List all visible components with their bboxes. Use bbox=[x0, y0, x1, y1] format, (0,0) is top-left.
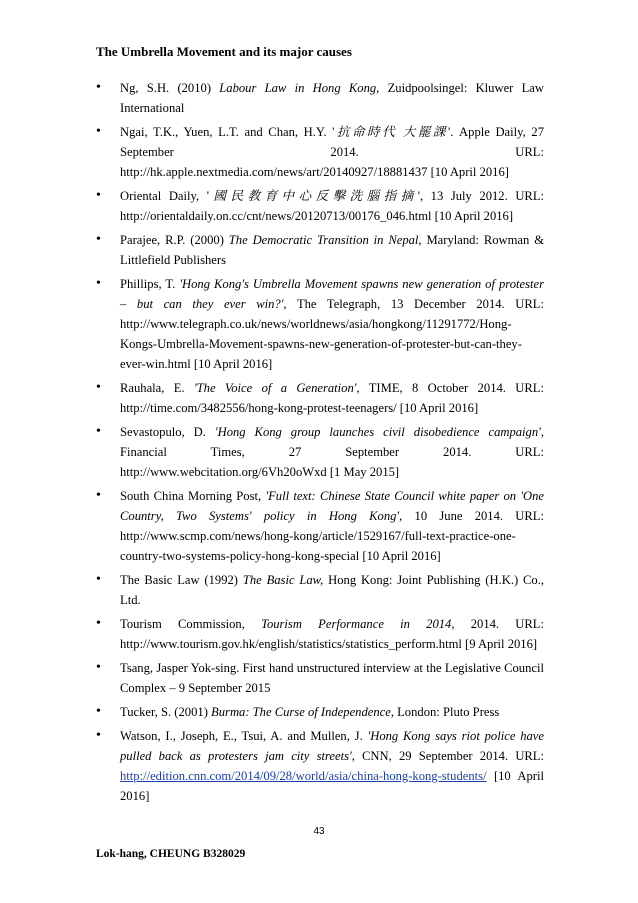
reference-item: • Watson, I., Joseph, E., Tsui, A. and Mullen, J. 'Hong Kong says riot police have pulled back as protesters jam city streets', CNN, 29 September 2014. URL: http://edition.cnn.com/2014/09/28/world/asia/china-hong-kong-students/ [10 April 2016] bbox=[96, 726, 544, 806]
reference-item: • South China Morning Post, 'Full text: Chinese State Council white paper on 'One Country, Two Systems' policy in Hong Kong', 10 June 2014. URL: http://www.scmp.com/news/hong-kong/article/1529167/full-text-practice-one-country-two-systems-policy-hong-kong-special [10 April 2016] bbox=[96, 486, 544, 566]
reference-item: • Parajee, R.P. (2000) The Democratic Transition in Nepal, Maryland: Rowman & Littlefield Publishers bbox=[96, 230, 544, 270]
reference-item: • Tucker, S. (2001) Burma: The Curse of Independence, London: Pluto Press bbox=[96, 702, 544, 722]
cnn-article-link[interactable]: http://edition.cnn.com/2014/09/28/world/asia/china-hong-kong-students/ bbox=[120, 769, 487, 783]
reference-item: • Tourism Commission, Tourism Performance in 2014, 2014. URL: http://www.tourism.gov.hk/english/statistics/statistics_perform.html [9 April 2016] bbox=[96, 614, 544, 654]
reference-list bbox=[96, 78, 544, 810]
reference-item: • Phillips, T. 'Hong Kong's Umbrella Movement spawns new generation of protester – but can they ever win?', The Telegraph, 13 December 2014. URL: http://www.telegraph.co.uk/news/worldnews/asia/hongkong/11291772/Hong-Kongs-Umbrella-Movement-spawns-new-generation-of-protester-but-can-they-ever-win.html [10 April 2016] bbox=[96, 274, 544, 374]
reference-item: • Ngai, T.K., Yuen, L.T. and Chan, H.Y. '抗命時代 大罷課'. Apple Daily, 27 September 2014. URL: http://hk.apple.nextmedia.com/news/art/20140927/18881437 [10 April 2016] bbox=[96, 122, 544, 182]
page-number: 43 bbox=[313, 826, 325, 837]
reference-item: • Oriental Daily, '國民教育中心反擊洗腦指摘', 13 July 2012. URL: http://orientaldaily.on.cc/cnt/news/20120713/00176_046.html [10 April 2016] bbox=[96, 186, 544, 226]
reference-item: • Tsang, Jasper Yok-sing. First hand unstructured interview at the Legislative Council Complex – 9 September 2015 bbox=[96, 658, 544, 698]
reference-item: • Sevastopulo, D. 'Hong Kong group launches civil disobedience campaign', Financial Times, 27 September 2014. URL: http://www.webcitation.org/6Vh20oWxd [1 May 2015] bbox=[96, 422, 544, 482]
footer-author: Lok-hang, CHEUNG B328029 bbox=[96, 848, 246, 860]
reference-item: • The Basic Law (1992) The Basic Law, Hong Kong: Joint Publishing (H.K.) Co., Ltd. bbox=[96, 570, 544, 610]
reference-item: • Ng, S.H. (2010) Labour Law in Hong Kong, Zuidpoolsingel: Kluwer Law International bbox=[96, 78, 544, 118]
page-header-title: The Umbrella Movement and its major causes bbox=[96, 44, 352, 59]
reference-item: • Rauhala, E. 'The Voice of a Generation', TIME, 8 October 2014. URL: http://time.com/3482556/hong-kong-protest-teenagers/ [10 April 2016] bbox=[96, 378, 544, 418]
